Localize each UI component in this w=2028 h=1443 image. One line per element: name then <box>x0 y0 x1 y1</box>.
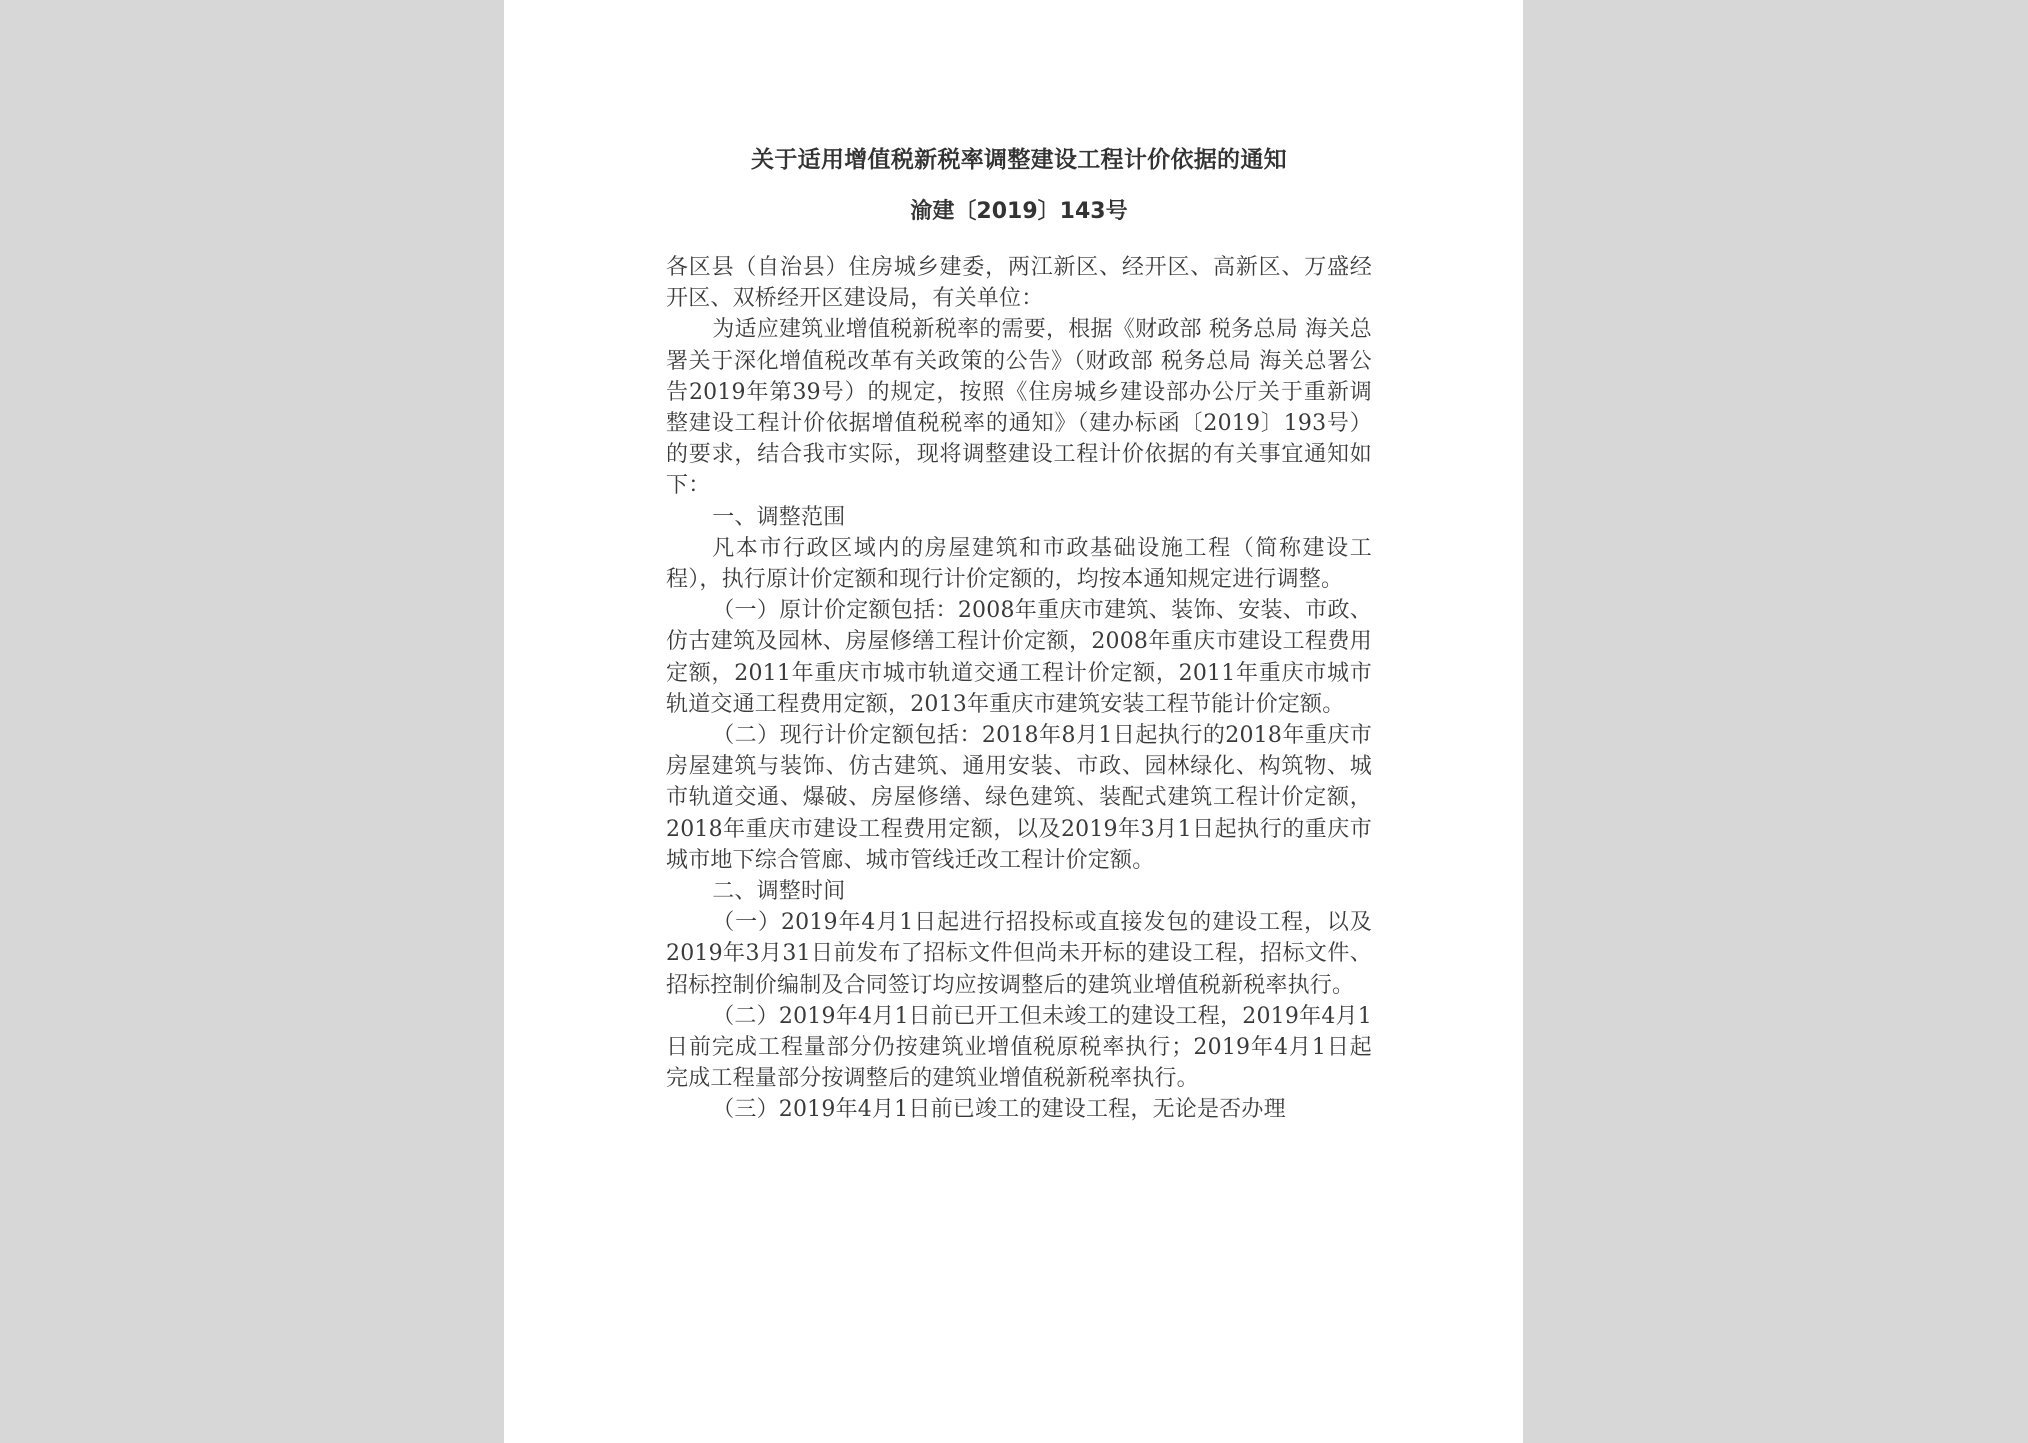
body-paragraph: （二）现行计价定额包括：2018年8月1日起执行的2018年重庆市房屋建筑与装饰、仿古建筑、通用安装、市政、园林绿化、构筑物、城市轨道交通、爆破、房屋修缮、绿色建筑、装配式建筑工程计价定额，2018年重庆市建设工程费用定额，以及2019年3月1日起执行的重庆市城市地下综合管廊、城市管线迁改工程计价定额。 <box>666 723 1372 873</box>
document-content <box>666 146 1372 1126</box>
document-title: 关于适用增值税新税率调整建设工程计价依据的通知 <box>751 147 1287 173</box>
section-heading: 一、调整范围 <box>712 504 846 530</box>
body-paragraph: （二）2019年4月1日前已开工但未竣工的建设工程，2019年4月1日前完成工程量部分仍按建筑业增值税原税率执行；2019年4月1日起完成工程量部分按调整后的建筑业增值税新税率执行。 <box>666 1003 1372 1092</box>
body-paragraph: 为适应建筑业增值税新税率的需要，根据《财政部 税务总局 海关总署关于深化增值税改革有关政策的公告》（财政部 税务总局 海关总署公告2019年第39号）的规定，按照《住房城乡建设部办公厅关于重新调整建设工程计价依据增值税税率的通知》（建办标函〔2019〕193号）的要求，结合我市实际，现将调整建设工程计价依据的有关事宜通知如下： <box>666 317 1372 499</box>
addressee-paragraph: 各区县（自治县）住房城乡建委，两江新区、经开区、高新区、万盛经开区、双桥经开区建设局，有关单位： <box>666 255 1372 312</box>
body-paragraph: （一）2019年4月1日起进行招投标或直接发包的建设工程，以及2019年3月31日前发布了招标文件但尚未开标的建设工程，招标文件、招标控制价编制及合同签订均应按调整后的建筑业增值税新税率执行。 <box>666 910 1372 998</box>
body-paragraph: （一）原计价定额包括：2008年重庆市建筑、装饰、安装、市政、仿古建筑及园林、房屋修缮工程计价定额，2008年重庆市建设工程费用定额，2011年重庆市城市轨道交通工程计价定额，2011年重庆市城市轨道交通工程费用定额，2013年重庆市建筑安装工程节能计价定额。 <box>666 598 1372 717</box>
body-paragraph: 凡本市行政区域内的房屋建筑和市政基础设施工程（简称建设工程），执行原计价定额和现行计价定额的，均按本通知规定进行调整。 <box>666 535 1372 593</box>
document-number: 渝建〔2019〕143号 <box>910 199 1128 224</box>
body-paragraph: （三）2019年4月1日前已竣工的建设工程，无论是否办理 <box>712 1097 1286 1123</box>
document-page <box>504 0 1523 1443</box>
section-heading: 二、调整时间 <box>712 879 846 905</box>
